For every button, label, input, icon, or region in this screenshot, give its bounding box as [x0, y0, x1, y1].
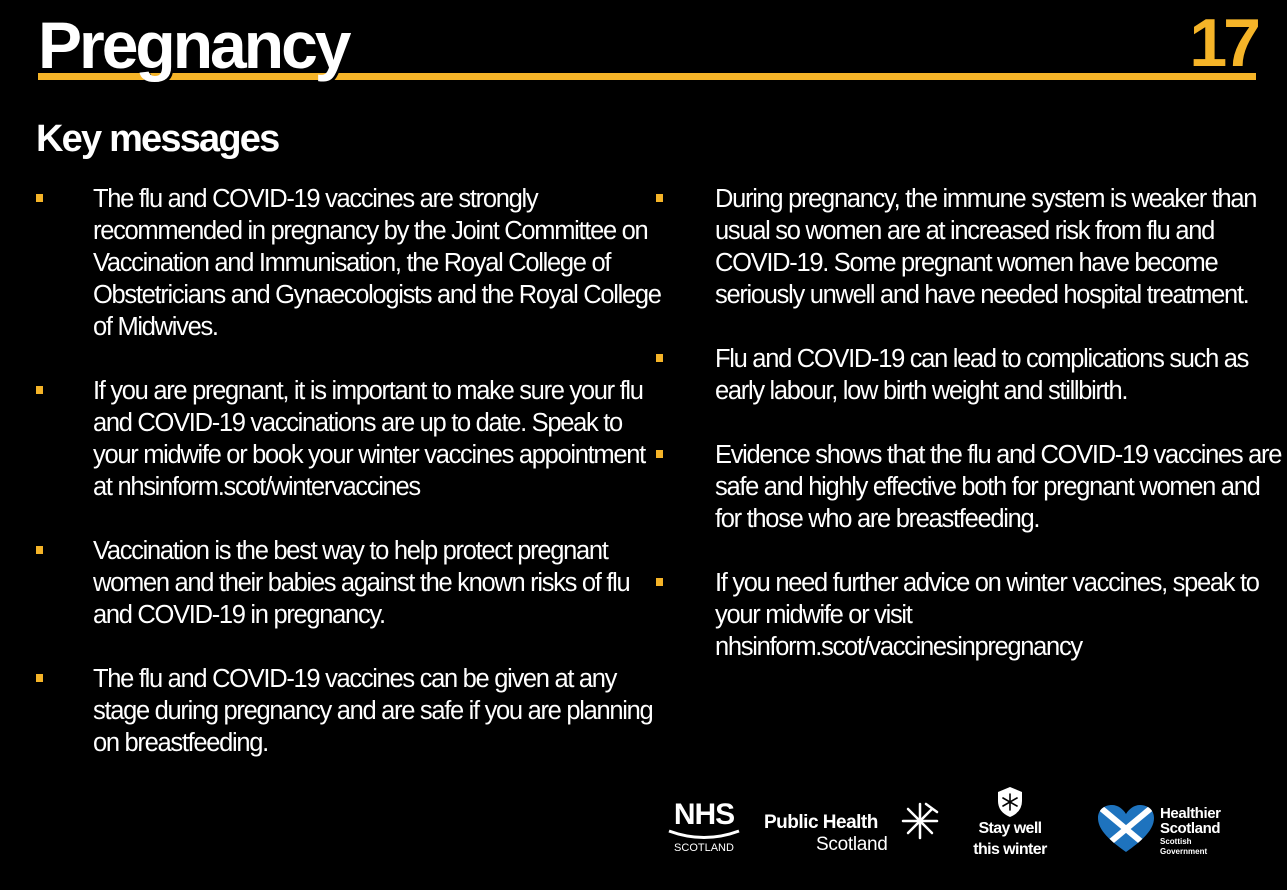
- list-item: [656, 439, 1284, 535]
- page-title: Pregnancy: [38, 8, 349, 82]
- logo-strip: [660, 786, 1260, 866]
- list-item: [36, 183, 662, 343]
- bullet-icon: [656, 354, 663, 362]
- list-item: [656, 567, 1284, 663]
- hs-line2: Scotland: [1160, 820, 1221, 837]
- list-item-text: Flu and COVID-19 can lead to complications such as early labour, low birth weight and stillbirth.: [715, 345, 1249, 405]
- list-item-text: During pregnancy, the immune system is weaker than usual so women are at increased risk from flu and COVID-19. Some pregnant women have become seriously unwell and have needed hospital treatment.: [715, 185, 1257, 309]
- list-item-text: Evidence shows that the flu and COVID-19 vaccines are safe and highly effective both for pregnant women and for those who are breastfeeding.: [715, 441, 1282, 533]
- shield-snowflake-icon: [996, 786, 1024, 818]
- list-item: [36, 535, 662, 631]
- hs-line3: Scottish: [1160, 837, 1192, 846]
- stay-well-line1: Stay well: [978, 820, 1042, 837]
- nhs-logo-mark: NHS: [673, 798, 735, 831]
- public-health-scotland-logo: [764, 796, 942, 858]
- section-heading: Key messages: [36, 118, 279, 160]
- healthier-scotland-text: [1160, 806, 1221, 856]
- bullet-icon: [656, 194, 663, 202]
- healthier-scotland-logo: [1096, 804, 1256, 864]
- list-item-text: The flu and COVID-19 vaccines can be given at any stage during pregnancy and are safe if you are planning on breastfeeding.: [93, 665, 653, 757]
- list-item-text: If you need further advice on winter vaccines, speak to your midwife or visit nhsinform.scot/vaccinesinpregnancy: [715, 569, 1259, 661]
- phs-logo-line1: Public Health: [764, 812, 878, 833]
- bullet-icon: [36, 386, 43, 394]
- bullet-icon: [36, 546, 43, 554]
- list-item-text: If you are pregnant, it is important to make sure your flu and COVID-19 vaccinations are up to date. Speak to your midwife or book your winter vaccines appointment at nhsinform.scot/wintervaccines: [93, 377, 645, 501]
- list-item: [656, 343, 1284, 407]
- page-number: 17: [1189, 5, 1257, 81]
- sparkle-icon: [899, 800, 941, 842]
- left-column: [36, 183, 662, 791]
- list-item-text: Vaccination is the best way to help protect pregnant women and their babies against the known risks of flu and COVID-19 in pregnancy.: [93, 537, 630, 629]
- bullet-icon: [656, 450, 663, 458]
- phs-logo-line2: Scotland: [816, 834, 888, 855]
- page-header: [0, 0, 1287, 95]
- hs-line1: Healthier: [1160, 805, 1221, 822]
- bullet-icon: [36, 194, 43, 202]
- nhs-logo-subtitle: SCOTLAND: [674, 842, 734, 854]
- list-item: [36, 663, 662, 759]
- stay-well-line2: this winter: [973, 841, 1047, 858]
- stay-well-this-winter-logo: [960, 786, 1060, 860]
- list-item: [36, 375, 662, 503]
- right-column: [656, 183, 1284, 695]
- hs-line4: Government: [1160, 847, 1208, 856]
- saltire-heart-icon: [1096, 804, 1156, 854]
- list-item-text: The flu and COVID-19 vaccines are strongly recommended in pregnancy by the Joint Committee on Vaccination and Immunisation, the Royal College of Obstetricians and Gynaecologists and the Royal College of Midwives.: [93, 185, 661, 341]
- bullet-icon: [36, 674, 43, 682]
- bullet-icon: [656, 578, 663, 586]
- nhs-scotland-logo: [664, 800, 744, 854]
- list-item: [656, 183, 1284, 311]
